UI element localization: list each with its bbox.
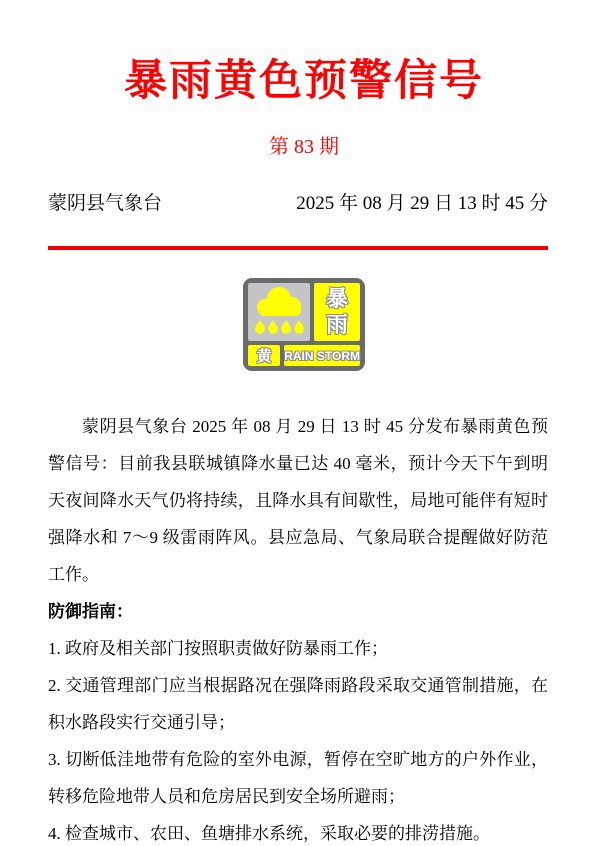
page-title: 暴雨黄色预警信号 — [124, 57, 484, 105]
guide-item-4: 4. 检查城市、农田、鱼塘排水系统，采取必要的排涝措施。 — [48, 824, 490, 844]
rain-cloud-icon — [248, 283, 310, 341]
warning-char-bottom: 雨 — [325, 312, 348, 338]
red-divider-rule — [48, 246, 548, 250]
issue-datetime: 2025 年 08 月 29 日 13 时 45 分 — [296, 193, 548, 215]
issuing-agency: 蒙阴县气象台 — [48, 193, 163, 215]
warning-name-cell — [314, 283, 360, 341]
warning-char-top: 暴 — [325, 286, 348, 312]
guide-item-2: 2. 交通管理部门应当根据路况在强降雨路段采取交通管制措施，在积水路段实行交通引导； — [48, 676, 548, 733]
warning-statement-paragraph: 蒙阴县气象台 2025 年 08 月 29 日 13 时 45 分发布暴雨黄色预警信号：目前我县联城镇降水量已达 40 毫米，预计今天下午到明天夜间降水天气仍将持续，且降水具有间歇性，局地可能伴有短时强降水和 7～9 级雷雨阵风。县应急局、气象局联合提醒做好防范工作。 — [48, 417, 548, 585]
defense-guide-heading: 防御指南： — [48, 602, 133, 622]
guide-item-3: 3. 切断低洼地带有危险的室外电源，暂停在空旷地方的户外作业，转移危险地带人员和危房居民到安全场所避雨； — [48, 750, 548, 807]
warning-sign-container — [0, 278, 608, 371]
warning-level-cell: 黄 — [248, 345, 280, 366]
rainstorm-yellow-warning-sign — [243, 278, 365, 371]
guide-item-1: 1. 政府及相关部门按照职责做好防暴雨工作； — [48, 639, 388, 659]
issue-meta-row — [48, 191, 548, 217]
bulletin-body — [0, 408, 608, 846]
issue-number: 第 83 期 — [269, 136, 339, 159]
warning-english-label: RAIN STORM — [284, 345, 360, 366]
